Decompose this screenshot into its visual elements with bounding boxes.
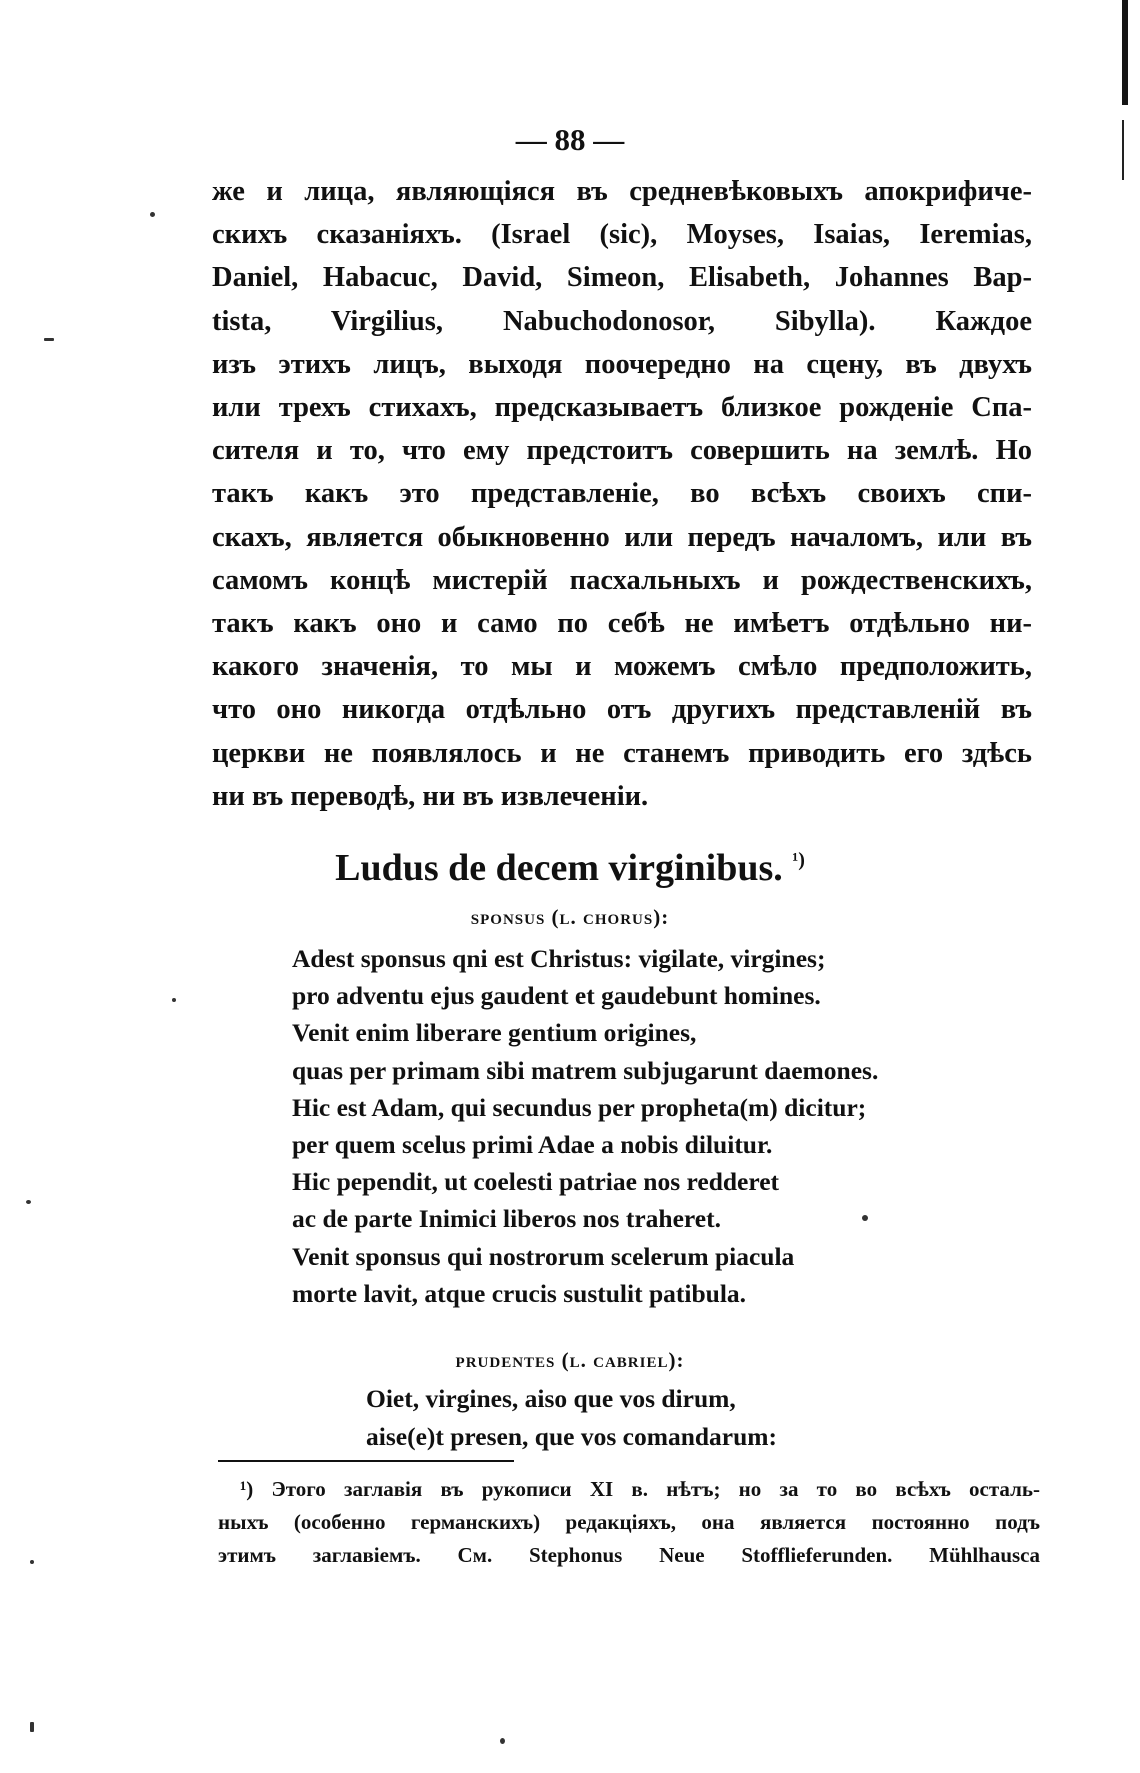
footnote-line: этимъ заглавіемъ. См. Stephonus Neue Stofflieferunden. Mühlhausca	[218, 1543, 1040, 1567]
body-line: или трехъ стихахъ, предсказываетъ близкое рожденіе Спа-	[212, 392, 1032, 424]
speaker-heading: sponsus (l. chorus):	[470, 905, 670, 929]
body-line: самомъ концѣ мистерій пасхальныхъ и рождественскихъ,	[212, 564, 1032, 596]
verse-line: Oiet, virgines, aiso que vos dirum,	[366, 1384, 736, 1413]
verse-block	[292, 940, 878, 1312]
body-line: Daniel, Habacuc, David, Simeon, Elisabeth, Johannes Bap-	[212, 262, 1032, 294]
verse-line: Hic pependit, ut coelesti patriae nos redderet	[292, 1167, 780, 1197]
body-line: какого значенія, то мы и можемъ смѣло предположить,	[212, 651, 1032, 683]
footnote-line: ныхъ (особенно германскихъ) редакціяхъ, она является постоянно подъ	[218, 1510, 1040, 1534]
speaker-heading: prudentes (l. cabriel):	[455, 1348, 685, 1372]
verse-line: Hic est Adam, qui secundus per propheta(m) dicitur;	[292, 1092, 867, 1122]
body-line: такъ какъ оно и само по себѣ не имѣетъ отдѣльно ни-	[212, 608, 1032, 640]
play-title	[0, 846, 1140, 890]
scan-edge-mark	[1122, 0, 1128, 105]
body-line: церкви не появлялось и не станемъ приводить его здѣсь	[212, 737, 1032, 769]
body-line: такъ какъ это представленіе, во всѣхъ своихъ спи-	[212, 478, 1032, 510]
footnote-rule	[218, 1460, 514, 1462]
body-line: ни въ переводѣ, ни въ извлеченіи.	[212, 780, 649, 812]
speck	[30, 1560, 34, 1564]
body-line: изъ этихъ лицъ, выходя поочередно на сцену, въ двухъ	[212, 348, 1032, 380]
speck	[862, 1215, 868, 1221]
body-line: tista, Virgilius, Nabuchodonosor, Sibylla). Каждое	[212, 305, 1032, 337]
speck	[150, 212, 155, 217]
verse-line: Venit enim liberare gentium origines,	[292, 1018, 697, 1048]
verse-line: morte lavit, atque crucis sustulit patibula.	[292, 1278, 747, 1308]
play-title-text: Ludus de decem virginibus.	[335, 847, 783, 889]
verse-line: quas per primam sibi matrem subjugarunt daemones.	[292, 1055, 879, 1085]
speck	[30, 1722, 34, 1732]
page-number: — 88 —	[515, 122, 625, 157]
verse-line: Venit sponsus qui nostrorum scelerum piacula	[292, 1241, 795, 1271]
verse-line: ac de parte Inimici liberos nos traheret.	[292, 1204, 721, 1234]
footnote	[218, 1473, 1040, 1572]
body-line: скахъ, является обыкновенно или передъ началомъ, или въ	[212, 521, 1032, 553]
verse-line: pro adventu ejus gaudent et gaudebunt homines.	[292, 981, 821, 1011]
footnote-line: ¹) Этого заглавія въ рукописи XI в. нѣтъ; но за то во всѣхъ осталь-	[240, 1477, 1040, 1501]
footnote-marker: ¹)	[792, 849, 805, 871]
verse-line: Adest sponsus qni est Christus: vigilate, virgines;	[292, 944, 826, 973]
speck	[500, 1738, 505, 1744]
body-line: что оно никогда отдѣльно отъ другихъ представленій въ	[212, 694, 1032, 726]
speck	[26, 1200, 31, 1204]
verse-line: per quem scelus primi Adae a nobis diluitur.	[292, 1130, 773, 1160]
verse-block	[366, 1380, 777, 1456]
body-paragraph	[212, 170, 1032, 818]
body-line: сителя и то, что ему предстоитъ совершить на землѣ. Но	[212, 435, 1032, 467]
speck	[44, 338, 54, 341]
speck	[172, 998, 176, 1002]
body-line: же и лица, являющіяся въ средневѣковыхъ апокрифиче-	[212, 176, 1032, 207]
body-line: скихъ сказаніяхъ. (Israel (sic), Moyses, Isaias, Ieremias,	[212, 219, 1032, 251]
verse-line: aise(e)t presen, que vos comandarum:	[366, 1422, 778, 1451]
